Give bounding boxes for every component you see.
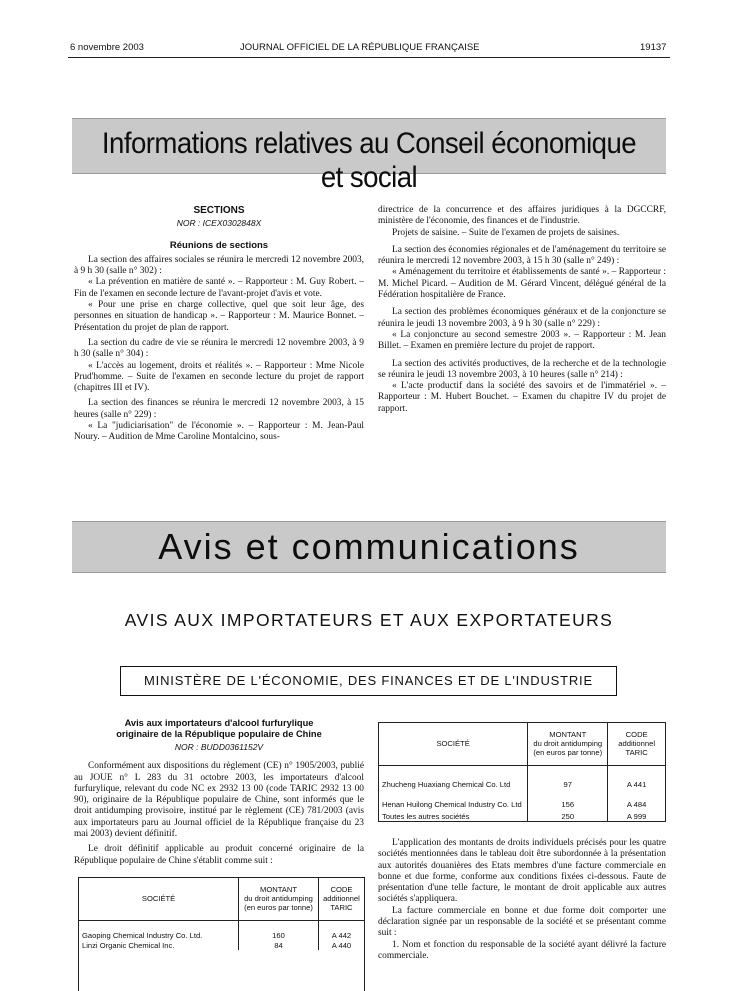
table-cell: 160 [239, 920, 319, 940]
sections-heading: SECTIONS [193, 205, 245, 216]
header-text: additionnel [323, 894, 360, 904]
table-header-code [318, 878, 364, 920]
conseil-band [72, 118, 666, 194]
sections-nor: NOR : ICEX0302848X [176, 218, 262, 229]
header-text: TARIC [625, 748, 648, 758]
avis-right-column [378, 838, 666, 988]
header-text: MONTANT [549, 730, 587, 740]
table-cell: A 999 [608, 809, 665, 821]
paragraph: Le droit définitif applicable au produit concerné originaire de la République populaire de Chine s'établit comme suit : [74, 844, 364, 866]
section-economies-regionales: La section des économies régionales et de l'aménagement du territoire se réunira le mercredi 12 novembre 2003, à 15 h 30 (salle n° 249) : [378, 244, 666, 267]
table-header-code [608, 723, 665, 765]
header-text: du droit antidumping [533, 739, 603, 749]
ministry-box: MINISTÈRE DE L'ÉCONOMIE, DES FINANCES ET DE L'INDUSTRIE [120, 666, 617, 696]
table-cell: Linzi Organic Chemical Inc. [82, 941, 175, 950]
header-text: additionnel [618, 739, 656, 749]
paragraph: 1. Nom et fonction du responsable de la société ayant délivré la facture commerciale. [378, 939, 666, 961]
table-cell: Toutes les autres sociétés [382, 812, 470, 821]
table-header-montant [239, 878, 319, 920]
paragraph: « La conjoncture au second semestre 2003 ». – Rapporteur : M. Jean Billet. – Examen en première lecture du projet de rapport. [378, 329, 666, 352]
page-number: 19137 [640, 42, 667, 53]
table-cell: 250 [528, 809, 608, 821]
duty-table-left [78, 877, 365, 991]
avis-nor: NOR : BUDD0361152V [174, 742, 264, 752]
avis-band [72, 521, 666, 573]
table-cell: 84 [239, 940, 319, 950]
duty-table-right [378, 722, 666, 822]
paragraph: L'application des montants de droits individuels précisés pour les quatre sociétés mentionnées dans le tableau doit être subordonnée à la présentation aux autorités douanières des Etats membres d'une facture commerciale en bonne et due forme, conforme aux conditions fixées ci-dessous. Faute de présentation d'une telle facture, le montant de droit applicable aux autres sociétés s'appliquera. [378, 838, 666, 905]
table-cell: A 441 [608, 765, 665, 789]
table-cell: 97 [528, 765, 608, 789]
table-cell: 156 [528, 789, 608, 809]
sections-left-column [74, 205, 364, 444]
table-row [379, 765, 665, 789]
header-text: MONTANT [260, 885, 297, 895]
section-affaires-sociales: La section des affaires sociales se réunira le mercredi 12 novembre 2003, à 9 h 30 (salle n° 302) : [74, 254, 364, 277]
paragraph: « L'acte productif dans la société des savoirs et de l'immatériel ». – Rapporteur : M. Hubert Bouchet. – Examen du chapitre IV du projet de rapport. [378, 381, 666, 414]
header-text: (en euros par tonne) [244, 903, 313, 913]
paragraph: directrice de la concurrence et des affaires juridiques à la DGCCRF, ministère de l'économie, des finances et de l'industrie. [378, 205, 666, 227]
header-text: TARIC [330, 903, 353, 913]
paragraph: Projets de saisine. – Suite de l'examen de projets de saisines. [392, 227, 620, 238]
paragraph: « La "judiciarisation" de l'économie ». – Rapporteur : M. Jean-Paul Noury. – Audition de Mme Caroline Montalcino, sous- [74, 421, 364, 443]
sections-subtitle: Réunions de sections [169, 239, 269, 251]
table-row [79, 920, 364, 940]
paragraph: La facture commerciale en bonne et due forme doit comporter une déclaration signée par un responsable de la société et se présentant comme suit : [378, 905, 666, 939]
header-rule [68, 57, 670, 58]
table-cell: Gaoping Chemical Industry Co. Ltd. [82, 931, 203, 940]
table-row [79, 940, 364, 950]
table-row [379, 809, 665, 821]
paragraph: « Pour une prise en charge collective, quel que soit leur âge, des personnes en situation de handicap ». – Rapporteur : M. Maurice Bonnet. – Présentation du projet de plan de rapport. [74, 300, 364, 333]
table-header-societe: SOCIÉTÉ [79, 878, 239, 920]
table-header-montant [528, 723, 608, 765]
section-problemes-economiques: La section des problèmes économiques généraux et de la conjoncture se réunira le jeudi 13 novembre 2003, à 9 h 30 (salle n° 229) : [378, 307, 666, 329]
table-header-societe: SOCIÉTÉ [379, 723, 528, 765]
paragraph: « L'accès au logement, droits et réalités ». – Rapporteur : Mme Nicole Prud'homme. – Suite de l'examen en seconde lecture du projet de rapport (chapitres III et IV). [74, 360, 364, 394]
paragraph: « La prévention en matière de santé ». – Rapporteur : M. Guy Robert. – Fin de l'examen en seconde lecture de l'avant-projet d'avis et vote. [74, 277, 364, 299]
header-date: 6 novembre 2003 [70, 42, 144, 53]
table-cell: Zhucheng Huaxiang Chemical Co. Ltd [382, 780, 511, 789]
header-text: du droit antidumping [244, 894, 313, 904]
journal-title: JOURNAL OFFICIEL DE LA RÉPUBLIQUE FRANÇAISE [240, 42, 480, 53]
table-cell: A 440 [318, 940, 364, 950]
section-finances: La section des finances se réunira le mercredi 12 novembre 2003, à 15 heures (salle n° 229) : [74, 398, 364, 420]
avis-left-column [74, 718, 364, 867]
paragraph: « Aménagement du territoire et établissements de santé ». – Rapporteur : M. Michel Picard. – Audition de M. Gérard Vincent, délégué général de la Fédération hospitalière de France. [378, 267, 666, 301]
table-row [379, 789, 665, 809]
paragraph: Conformément aux dispositions du règlement (CE) n° 1905/2003, publié au JOUE n° L 283 du 31 octobre 2003, les importateurs d'alcool furfurylique, relevant du code NC ex 2932 13 00 (code TARIC 2932 13 00 90), originaire de la République populaire de Chine, sont informés que le droit antidumping provisoire, institué par le règlement (CE) 781/2003 (avis aux importateurs paru au Journal officiel de la République française du 23 mai 2003) devient définitif. [74, 761, 364, 840]
avis-title: Avis aux importateurs d'alcool furfurylique originaire de la République populaire de Chine [116, 718, 322, 739]
section-cadre-de-vie: La section du cadre de vie se réunira le mercredi 12 novembre 2003, à 9 h 30 (salle n° 304) : [74, 337, 364, 360]
conseil-band-title: Informations relatives au Conseil économique et social [101, 127, 637, 194]
table-cell: A 442 [318, 920, 364, 940]
sections-right-column [378, 205, 666, 415]
avis-importateurs-title: AVIS AUX IMPORTATEURS ET AUX EXPORTATEURS [124, 610, 614, 630]
table-cell: Henan Huilong Chemical Industry Co. Ltd [382, 800, 522, 809]
header-text: (en euros par tonne) [533, 748, 603, 758]
header-text: CODE [330, 885, 353, 895]
header-text: CODE [625, 730, 648, 740]
table-cell: A 484 [608, 789, 665, 809]
avis-band-title: Avis et communications [158, 526, 580, 567]
section-activites-productives: La section des activités productives, de la recherche et de la technologie se réunira le jeudi 13 novembre 2003, à 10 heures (salle n° 214) : [378, 358, 666, 380]
